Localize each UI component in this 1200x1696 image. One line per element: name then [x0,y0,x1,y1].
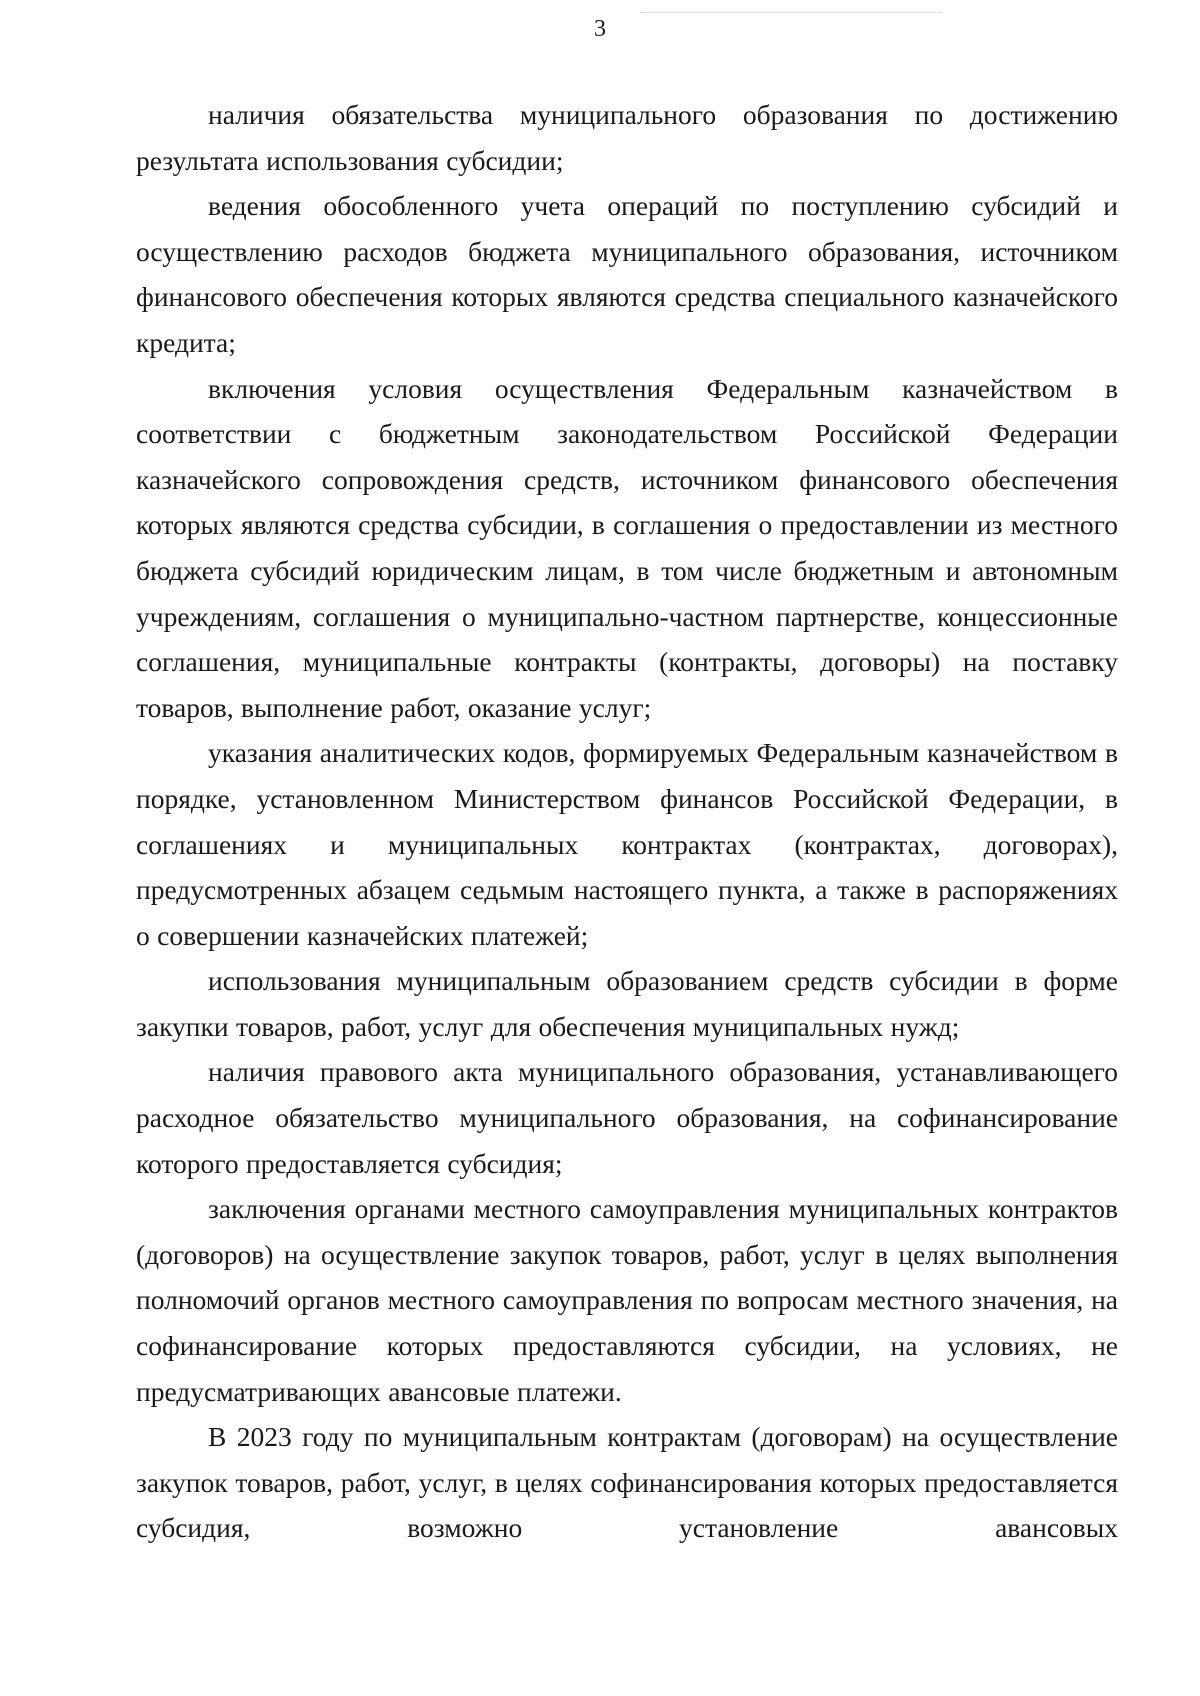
paragraph-analytical-codes: указания аналитических кодов, формируемых Федеральным казначейством в порядке, установленном Министерством финансов Российской Федерации, в соглашениях и муниципальных контрактах (контрактах, договорах), предусмотренных абзацем седьмым настоящего пункта, а также в распоряжениях о совершении казначейских платежей; [136,737,1118,951]
paragraph-municipal-contracts: заключения органами местного самоуправления муниципальных контрактов (договоров) на осуществление закупок товаров, работ, услуг в целях выполнения полномочий органов местного самоуправления по вопросам местного значения, на софинансирование которых предоставляются субсидии, на условиях, не предусматривающих авансовые платежи. [136,1193,1118,1407]
page-number: 3 [594,16,606,42]
document-body [136,92,1118,1551]
paragraph-treasury-support: включения условия осуществления Федеральным казначейством в соответствии с бюджетным законодательством Российской Федерации казначейского сопровождения средств, источником финансового обеспечения которых являются средства субсидии, в соглашения о предоставлении из местного бюджета субсидий юридическим лицам, в том числе бюджетным и автономным учреждениям, соглашения о муниципально-частном партнерстве, концессионные соглашения, муниципальные контракты (контракты, договоры) на поставку товаров, выполнение работ, оказание услуг; [136,372,1118,723]
paragraph-separate-accounting: ведения обособленного учета операций по поступлению субсидий и осуществлению расходов бюджета муниципального образования, источником финансового обеспечения которых являются средства специального казначейского кредита; [136,190,1118,358]
paragraph-obligation-result: наличия обязательства муниципального образования по достижению результата использования субсидии; [136,99,1118,176]
paragraph-legal-act: наличия правового акта муниципального образования, устанавливающего расходное обязательство муниципального образования, на софинансирование которого предоставляется субсидия; [136,1056,1118,1179]
paragraph-2023-advances: В 2023 году по муниципальным контрактам (договорам) на осуществление закупок товаров, работ, услуг, в целях софинансирования которых предоставляется субсидия, возможно установление авансовых [136,1421,1118,1544]
paragraph-procurement-use: использования муниципальным образованием средств субсидии в форме закупки товаров, работ, услуг для обеспечения муниципальных нужд; [136,965,1118,1042]
